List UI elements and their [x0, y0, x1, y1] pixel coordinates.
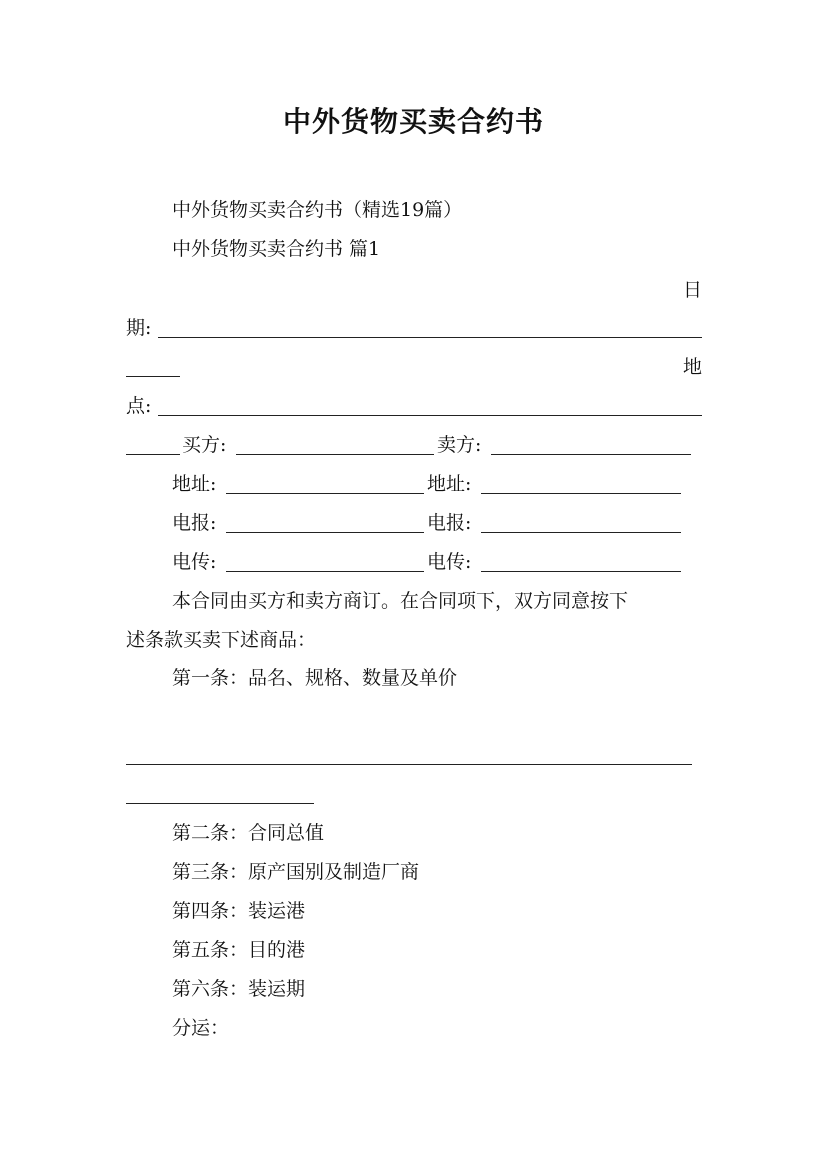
date-label-second: 期:: [126, 317, 152, 339]
subtitle: 中外货物买卖合约书（精选19篇）: [172, 199, 463, 221]
article-1: 第一条：品名、规格、数量及单价: [172, 667, 458, 689]
seller-label: 卖方:: [437, 434, 482, 456]
buyer-fax-line: [226, 571, 424, 572]
partial-shipment: 分运：: [172, 1017, 230, 1039]
seller-fax-line: [481, 571, 681, 572]
place-label-first: 地: [683, 356, 703, 378]
buyer-telegram-label: 电报:: [172, 512, 217, 534]
buyer-fax-label: 电传:: [172, 551, 217, 573]
article-1-fill-line-cont: [126, 803, 314, 804]
place-label-second: 点:: [126, 395, 152, 417]
seller-fill-line: [491, 454, 691, 455]
place-fill-line: [158, 415, 702, 416]
buyer-fill-line: [236, 454, 434, 455]
article-3: 第三条：原产国别及制造厂商: [172, 861, 420, 883]
buyer-telegram-line: [226, 532, 424, 533]
date-label-first: 日: [683, 279, 703, 301]
article-6: 第六条：装运期: [172, 978, 306, 1000]
date-fill-line: [158, 337, 702, 338]
article-1-fill-line: [126, 764, 692, 765]
article-5: 第五条：目的港: [172, 939, 306, 961]
buyer-address-label: 地址:: [172, 473, 217, 495]
seller-address-label: 地址:: [427, 473, 472, 495]
date-fill-line-cont: [126, 376, 180, 377]
document-title: 中外货物买卖合约书: [282, 105, 544, 138]
place-fill-line-cont: [126, 454, 180, 455]
article-2: 第二条：合同总值: [172, 822, 325, 844]
seller-address-line: [481, 493, 681, 494]
buyer-address-line: [226, 493, 424, 494]
seller-telegram-label: 电报:: [427, 512, 472, 534]
section-heading: 中外货物买卖合约书 篇1: [172, 238, 381, 260]
intro-line-1: 本合同由买方和卖方商订。在合同项下，双方同意按下: [172, 590, 629, 612]
intro-line-2: 述条款买卖下述商品：: [126, 629, 317, 651]
buyer-label: 买方:: [182, 434, 227, 456]
seller-fax-label: 电传:: [427, 551, 472, 573]
seller-telegram-line: [481, 532, 681, 533]
article-4: 第四条：装运港: [172, 900, 306, 922]
